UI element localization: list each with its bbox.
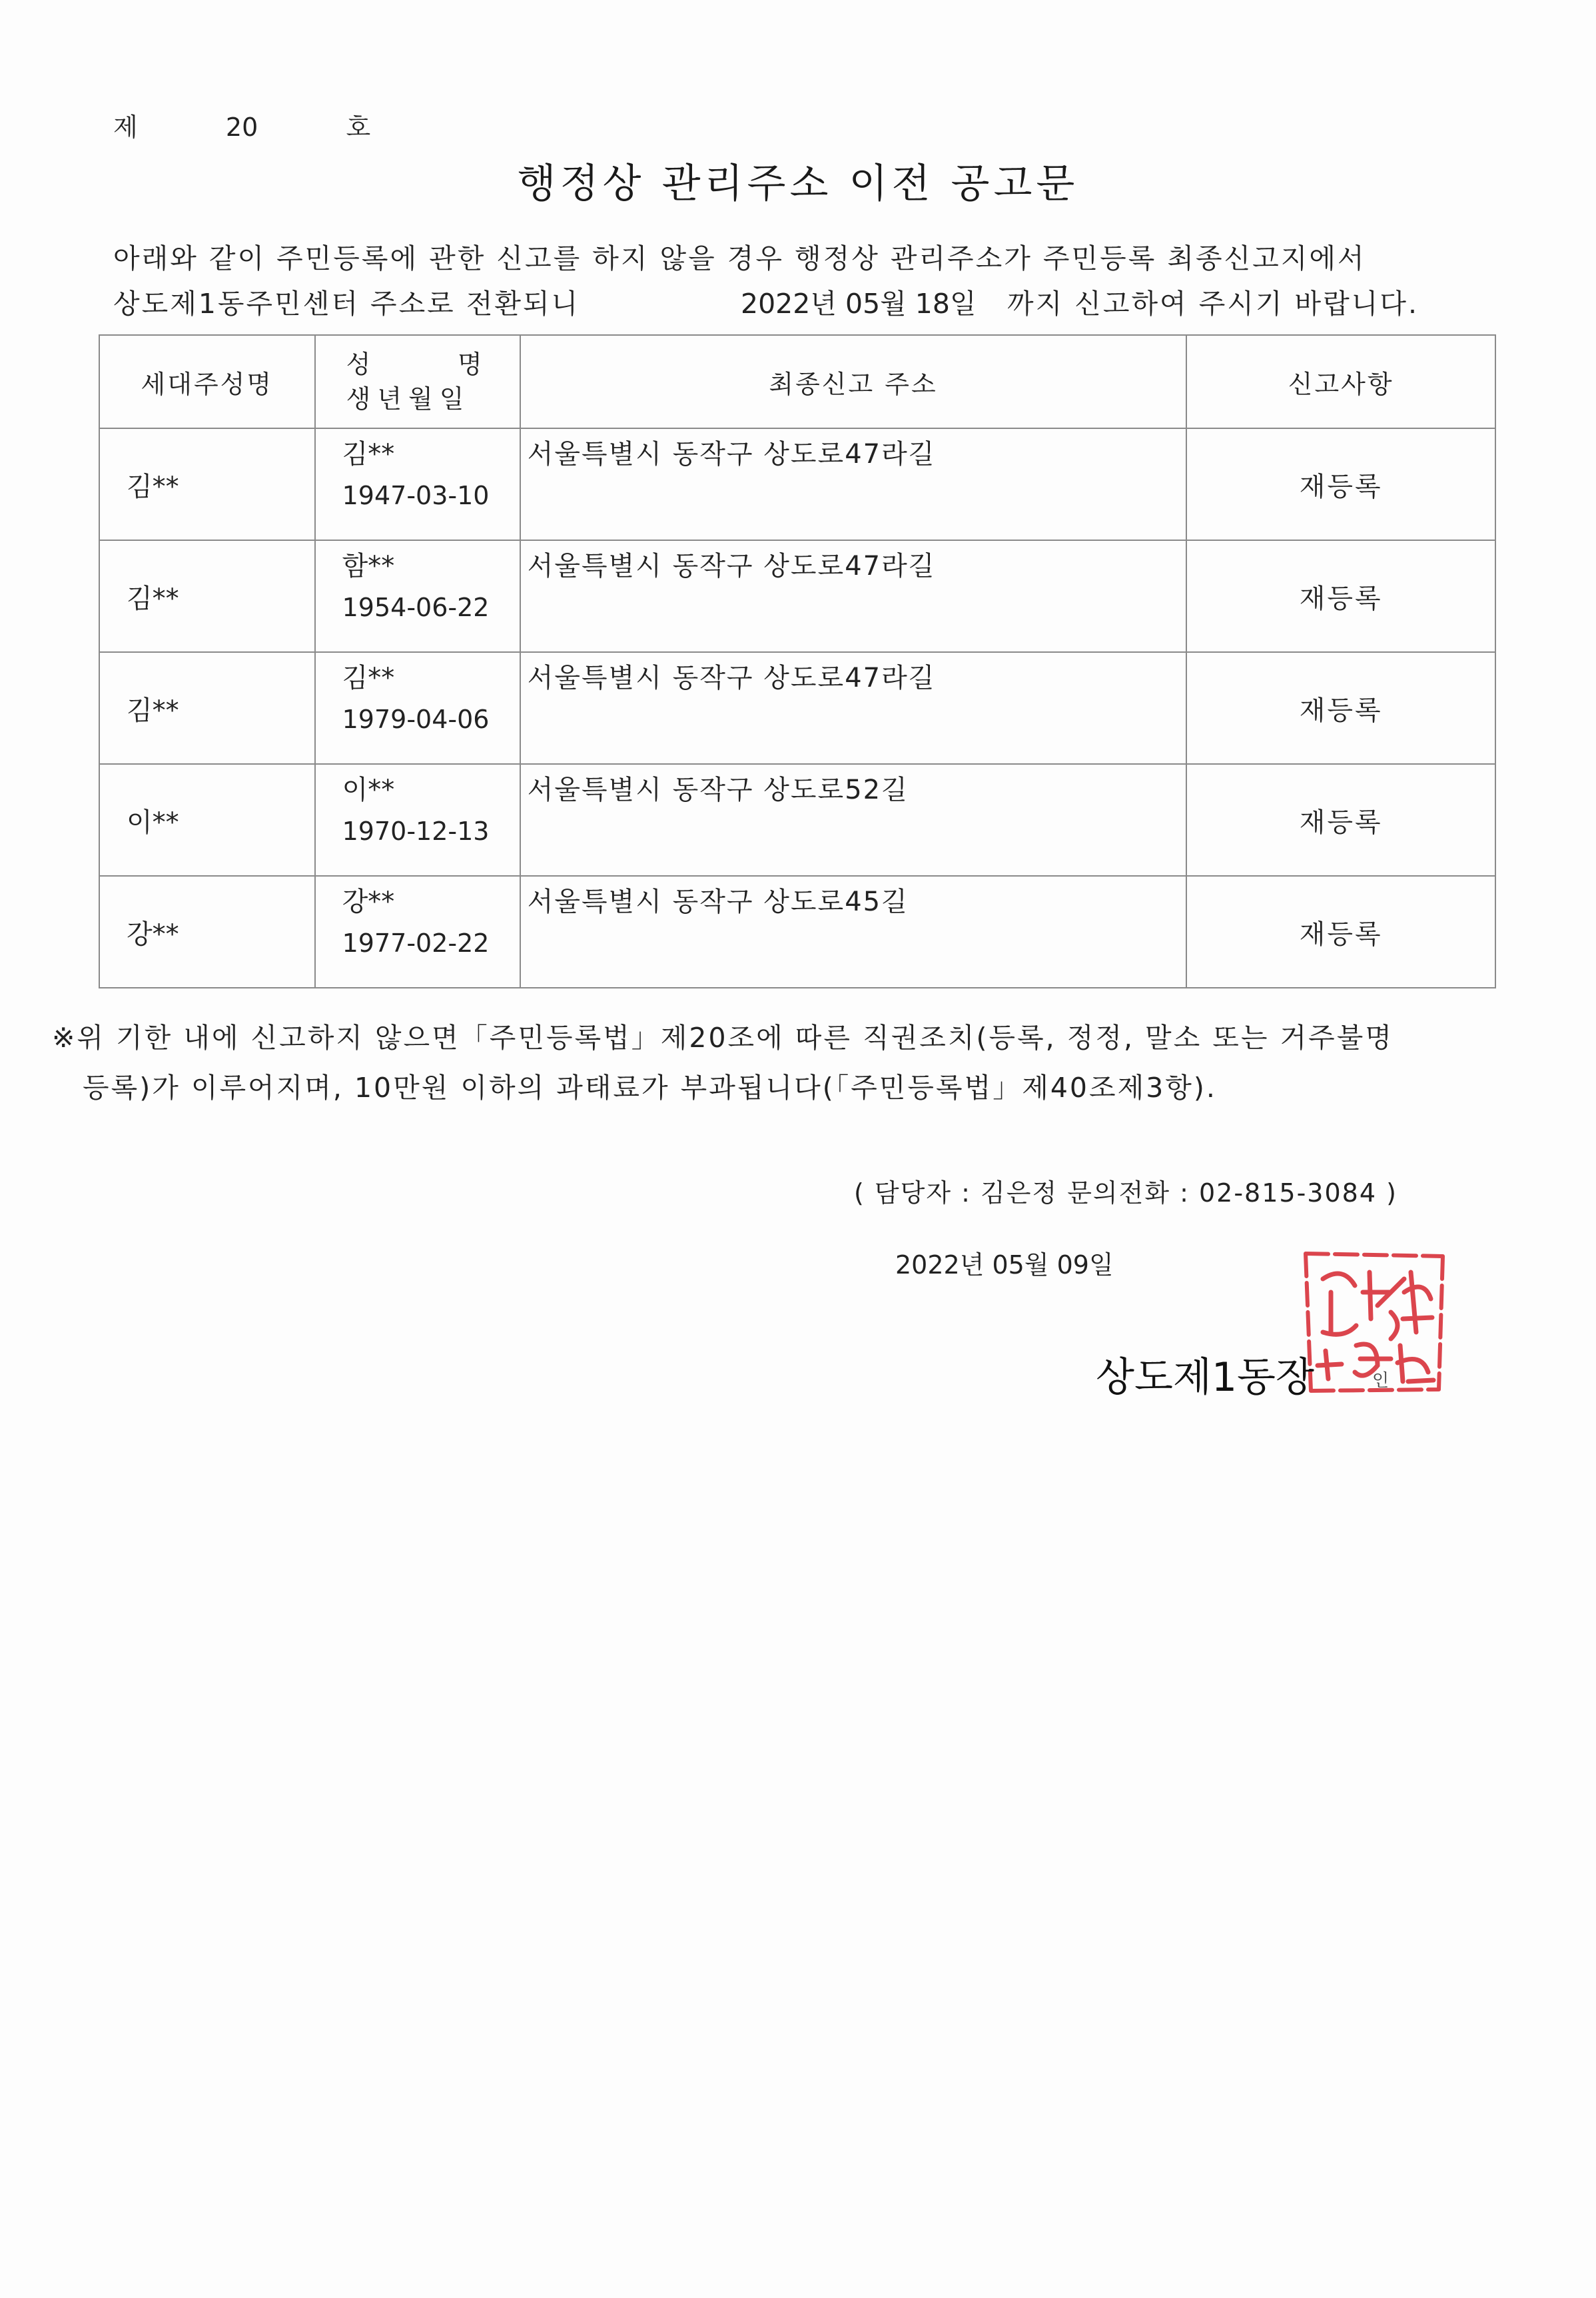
table-header-row <box>99 335 1495 428</box>
doc-number-suffix: 호 <box>346 113 371 142</box>
header-name-dob <box>315 335 520 428</box>
household-head-cell: 김** <box>127 695 179 726</box>
issue-date: 2022년 05월 09일 <box>895 1250 1114 1280</box>
signer-title: 상도제1동장 <box>1096 1354 1314 1401</box>
seal-mark: 인 <box>1372 1371 1390 1391</box>
address-cell: 서울특별시 동작구 상도로52길 <box>527 775 909 805</box>
address-cell: 서울특별시 동작구 상도로47라길 <box>527 439 936 470</box>
deadline-date: 2022년 05월 18일 <box>741 288 977 320</box>
table-row <box>99 652 1495 764</box>
name-cell: 김** <box>342 439 395 470</box>
header-address: 최종신고 주소 <box>520 335 1187 428</box>
report-cell: 재등록 <box>1186 652 1495 764</box>
address-cell: 서울특별시 동작구 상도로45길 <box>527 887 909 917</box>
name-cell: 강** <box>342 887 395 917</box>
table-row <box>99 428 1495 540</box>
document-title: 행정상 관리주소 이전 공고문 <box>517 161 1079 207</box>
household-head-cell: 김** <box>127 471 179 502</box>
doc-number-value: 20 <box>225 113 258 142</box>
notice-line-2: 등록)가 이루어지며, 10만원 이하의 과태료가 부과됩니다(「주민등록법」제40조제3항). <box>83 1072 1217 1104</box>
dob-cell: 1979-04-06 <box>342 705 490 734</box>
intro-line-3: 까지 신고하여 주시기 바랍니다. <box>1007 288 1419 320</box>
document-number <box>113 107 370 143</box>
name-cell: 이** <box>342 775 395 805</box>
table-row <box>99 540 1495 652</box>
dob-cell: 1977-02-22 <box>342 929 490 958</box>
report-cell: 재등록 <box>1186 428 1495 540</box>
registration-table <box>99 334 1496 988</box>
intro-line-1: 아래와 같이 주민등록에 관한 신고를 하지 않을 경우 행정상 관리주소가 주민등록 최종신고지에서 <box>113 242 1366 274</box>
name-cell: 김** <box>342 663 395 693</box>
header-name: 성 명 <box>346 350 489 379</box>
address-cell: 서울특별시 동작구 상도로47라길 <box>527 551 936 581</box>
dob-cell: 1954-06-22 <box>342 593 490 622</box>
table-row <box>99 876 1495 988</box>
doc-number-prefix: 제 <box>113 113 138 142</box>
contact-info: ( 담당자 : 김은정 문의전화 : 02-815-3084 ) <box>854 1178 1397 1208</box>
household-head-cell: 김** <box>127 583 179 614</box>
report-cell: 재등록 <box>1186 540 1495 652</box>
address-cell: 서울특별시 동작구 상도로47라길 <box>527 663 936 693</box>
header-report: 신고사항 <box>1186 335 1495 428</box>
report-cell: 재등록 <box>1186 764 1495 876</box>
household-head-cell: 강** <box>127 919 179 950</box>
intro-line-2: 상도제1동주민센터 주소로 전환되니 <box>113 288 580 320</box>
report-cell: 재등록 <box>1186 876 1495 988</box>
notice-line-1: ※위 기한 내에 신고하지 않으면「주민등록법」제20조에 따른 직권조치(등록, 정정, 말소 또는 거주불명 <box>52 1022 1394 1054</box>
table-row <box>99 764 1495 876</box>
household-head-cell: 이** <box>127 807 179 838</box>
dob-cell: 1947-03-10 <box>342 481 490 510</box>
dob-cell: 1970-12-13 <box>342 817 490 846</box>
name-cell: 함** <box>342 551 395 581</box>
header-household-head: 세대주성명 <box>99 335 315 428</box>
header-dob: 생년월일 <box>346 384 471 414</box>
